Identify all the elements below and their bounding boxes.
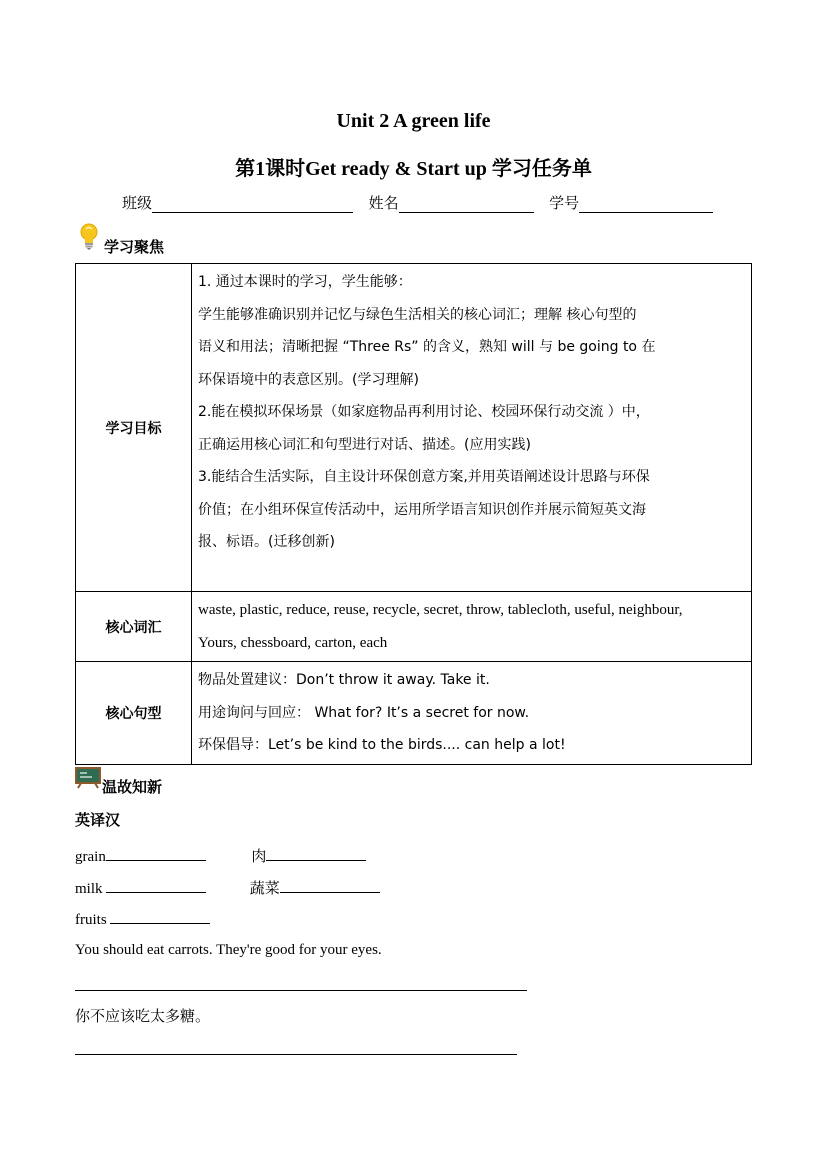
sentences-content <box>192 662 752 765</box>
row-label-vocab: 核心词汇 <box>76 592 192 662</box>
name-field[interactable] <box>399 196 534 213</box>
answer-blank[interactable] <box>106 878 206 893</box>
goal-line: 3.能结合生活实际，自主设计环保创意方案,并用英语阐述设计思路与环保 <box>198 469 650 485</box>
class-label: 班级 <box>122 194 153 212</box>
word-milk: milk <box>75 881 103 897</box>
word-grain: grain <box>75 849 106 865</box>
goal-line: 语义和用法；清晰把握 “Three Rs” 的含义，熟知 will 与 be going to 在 <box>198 339 656 355</box>
id-label: 学号 <box>549 194 580 212</box>
word-row <box>75 877 380 898</box>
goal-line: 价值；在小组环保宣传活动中，运用所学语言知识创作并展示简短英文海 <box>198 501 646 518</box>
goal-line: 正确运用核心词汇和句型进行对话、描述。(应用实践) <box>198 436 531 453</box>
word-row <box>75 909 210 929</box>
blackboard-icon <box>75 767 101 789</box>
student-info-row <box>122 192 713 213</box>
answer-blank[interactable] <box>106 846 206 861</box>
sentence-zh: 你不应该吃太多糖。 <box>75 1007 211 1025</box>
row-label-goals: 学习目标 <box>76 264 192 592</box>
goal-line: 环保语境中的表意区别。(学习理解) <box>198 371 419 388</box>
goal-line: 报、标语。(迁移创新) <box>198 534 335 550</box>
goals-content <box>192 264 752 592</box>
goal-line: 学生能够准确识别并记忆与绿色生活相关的核心词汇；理解 核心句型的 <box>198 306 637 323</box>
word-meat: 肉 <box>251 847 267 865</box>
row-label-sentences: 核心句型 <box>76 662 192 765</box>
lightbulb-icon <box>78 222 100 250</box>
word-vegetables: 蔬菜 <box>249 879 280 897</box>
class-field[interactable] <box>152 196 353 213</box>
word-row <box>75 845 366 866</box>
vocab-line: waste, plastic, reduce, reuse, recycle, secret, throw, tablecloth, useful, neighbour, <box>198 602 683 618</box>
table-row <box>76 264 752 592</box>
vocab-content <box>192 592 752 662</box>
focus-heading: 学习聚焦 <box>104 238 165 256</box>
id-field[interactable] <box>579 196 713 213</box>
answer-blank[interactable] <box>266 846 366 861</box>
sentence-line: 物品处置建议：Don’t throw it away. Take it. <box>198 672 490 688</box>
review-heading: 温故知新 <box>102 778 163 796</box>
word-fruits: fruits <box>75 912 107 928</box>
table-row <box>76 592 752 662</box>
sentence-line: 用途询问与回应： What for? It’s a secret for now. <box>198 704 530 721</box>
answer-blank[interactable] <box>110 909 210 924</box>
translate-subheading: 英译汉 <box>75 811 121 829</box>
answer-blank[interactable] <box>280 878 380 893</box>
answer-line[interactable] <box>75 1054 517 1055</box>
vocab-line: Yours, chessboard, carton, each <box>198 634 388 651</box>
goal-line: 1. 通过本课时的学习，学生能够： <box>198 274 412 290</box>
page-title: Unit 2 A green life <box>336 110 491 132</box>
name-label: 姓名 <box>368 194 399 212</box>
focus-table <box>75 263 752 765</box>
answer-line[interactable] <box>75 990 527 991</box>
sentence-line: 环保倡导：Let’s be kind to the birds.... can help a lot! <box>198 737 566 753</box>
goal-line: 2.能在模拟环保场景（如家庭物品再利用讨论、校园环保行动交流 ）中， <box>198 404 650 420</box>
page-subtitle: 第1课时Get ready & Start up 学习任务单 <box>235 158 592 180</box>
table-row <box>76 662 752 765</box>
sentence-en: You should eat carrots. They're good for your eyes. <box>75 942 382 958</box>
